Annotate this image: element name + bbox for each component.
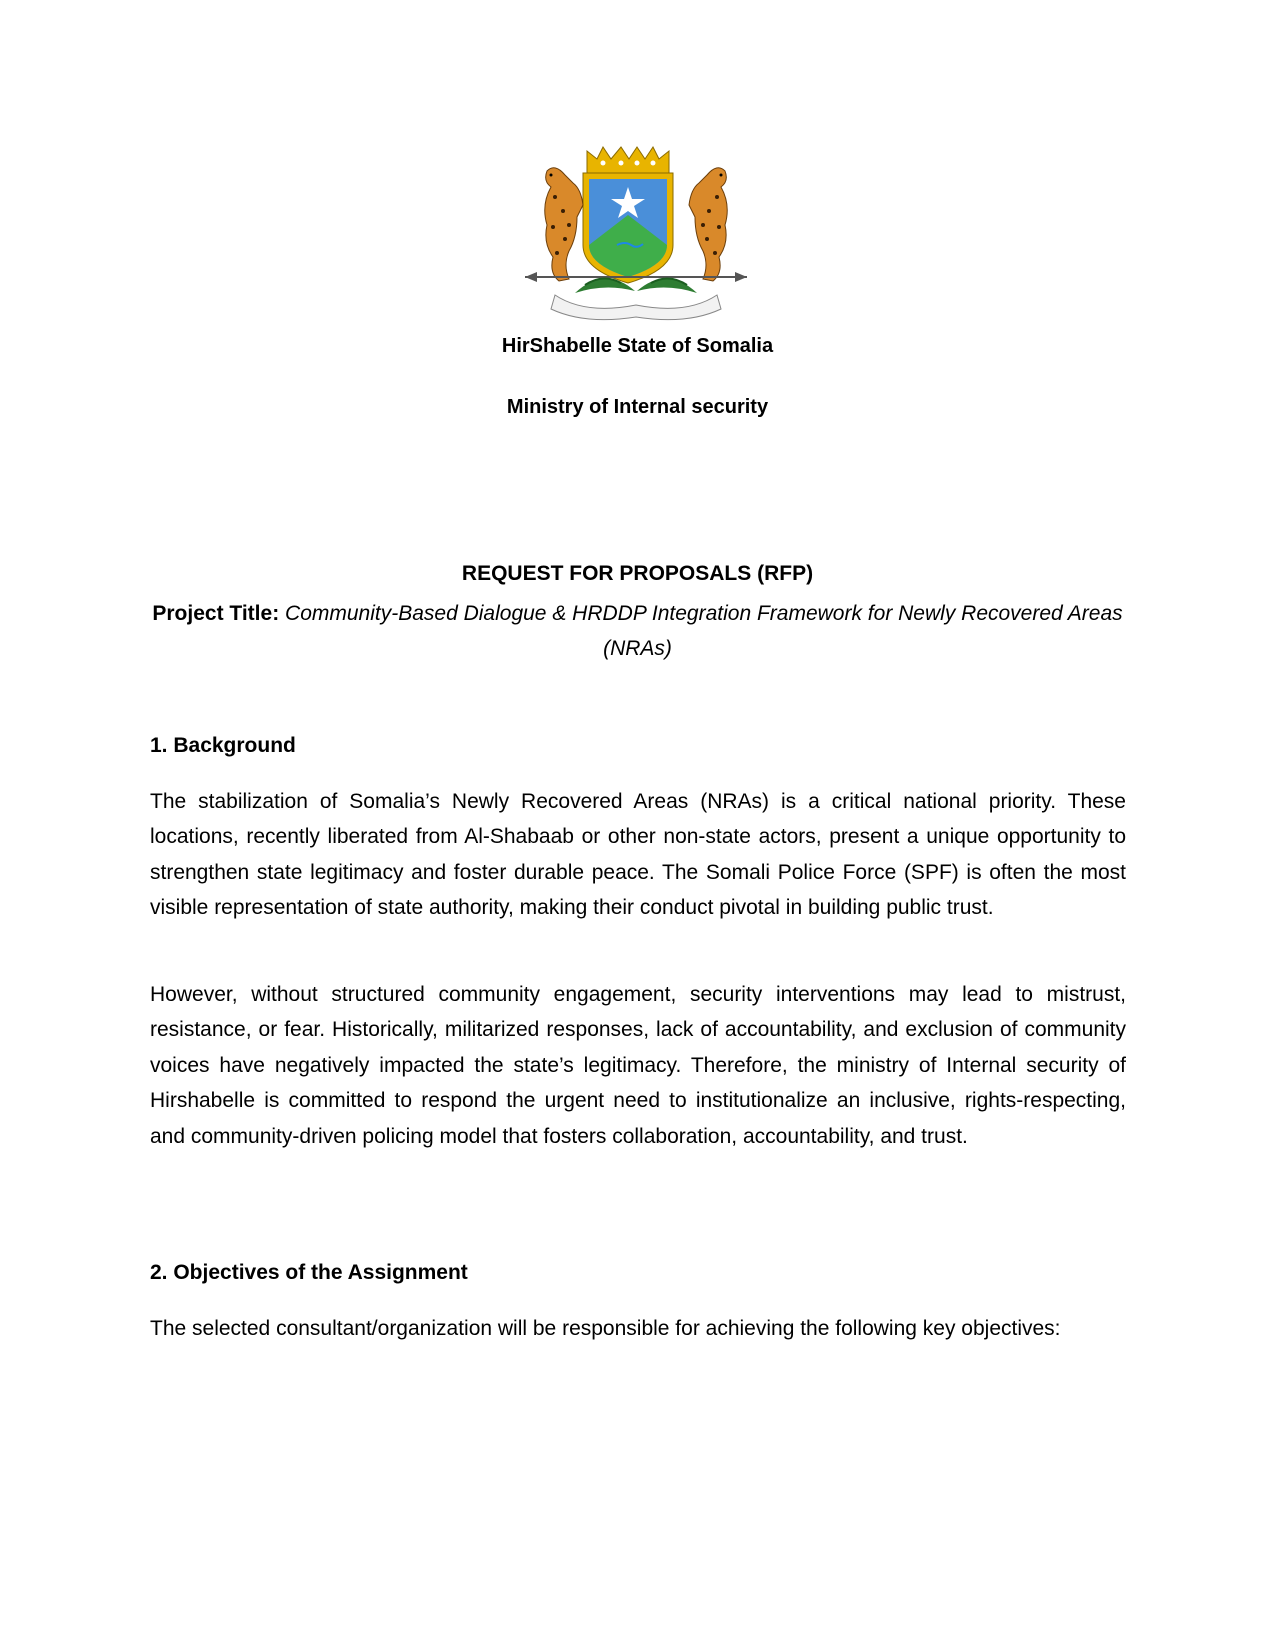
- background-paragraph-2: However, without structured community engagement, security interventions may lead to mistrust, resistance, or fear. Historically, militarized responses, lack of accountability, and exclusion of community voices have negatively impacted the state’s legitimacy. Therefore, the ministry of Internal security of Hirshabelle is committed to respond the urgent need to institutionalize an inclusive, rights-respecting, and community-driven policing model that fosters collaboration, accountability, and trust.: [150, 983, 1126, 1148]
- crown-icon: [587, 147, 669, 173]
- section-heading-background: 1. Background: [150, 734, 296, 757]
- project-title-text: Community-Based Dialogue & HRDDP Integration Framework for Newly Recovered Areas (NRAs): [285, 602, 1123, 660]
- coat-of-arms-icon: [525, 145, 747, 325]
- project-title-block: [150, 596, 1125, 666]
- ministry-name: Ministry of Internal security: [506, 396, 769, 418]
- shield-icon: [583, 173, 673, 283]
- background-paragraph-1: The stabilization of Somalia’s Newly Recovered Areas (NRAs) is a critical national priority. These locations, recently liberated from Al-Shabaab or other non-state actors, present a unique opportunity to strengthen state legitimacy and foster durable peace. The Somali Police Force (SPF) is often the most visible representation of state authority, making their conduct pivotal in building public trust.: [150, 790, 1126, 920]
- state-name: HirShabelle State of Somalia: [501, 335, 774, 357]
- rfp-heading: REQUEST FOR PROPOSALS (RFP): [461, 562, 814, 585]
- project-title-label: Project Title:: [152, 602, 280, 625]
- right-leopard-icon: [689, 168, 727, 281]
- left-leopard-icon: [545, 168, 583, 281]
- ribbon-icon: [551, 295, 721, 320]
- objectives-paragraph-1: The selected consultant/organization will be responsible for achieving the following key objectives:: [150, 1317, 1061, 1340]
- section-heading-objectives: 2. Objectives of the Assignment: [150, 1261, 468, 1284]
